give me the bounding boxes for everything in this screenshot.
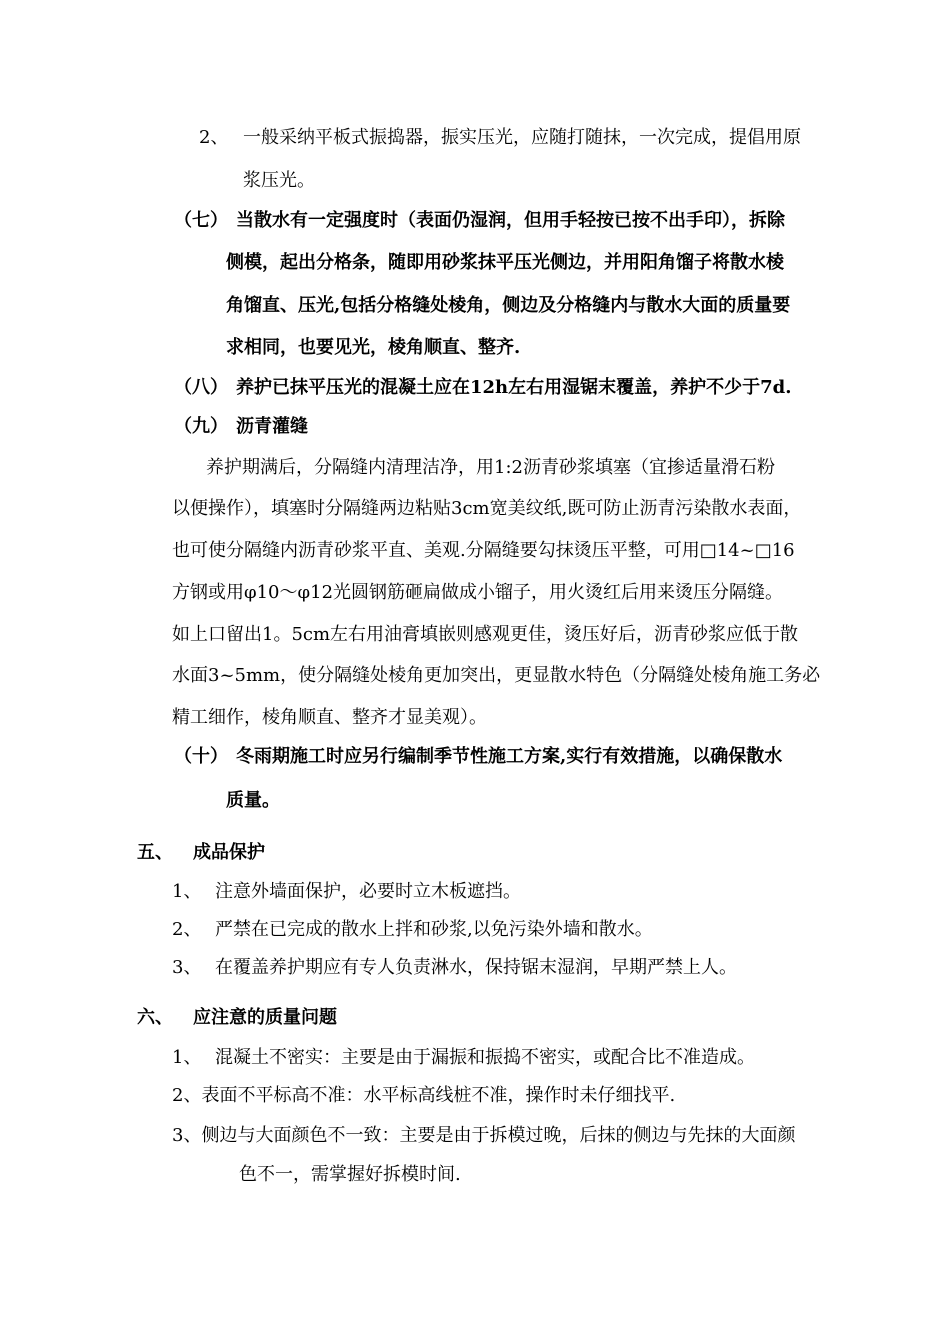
list-item: 混凝土不密实：主要是由于漏振和振捣不密实，或配合比不准造成。 bbox=[215, 1047, 755, 1068]
sub-heading: 沥青灌缝 bbox=[236, 416, 308, 437]
section-title: 成品保护 bbox=[193, 842, 265, 863]
paragraph-line: 以便操作），填塞时分隔缝两边粘贴3cm宽美纹纸,既可防止沥青污染散水表面， bbox=[172, 498, 802, 519]
list-item: 严禁在已完成的散水上拌和砂浆,以免污染外墙和散水。 bbox=[215, 919, 653, 940]
section-title: 应注意的质量问题 bbox=[193, 1007, 337, 1028]
list-number: 1、 bbox=[172, 1047, 202, 1068]
list-number: （十） bbox=[174, 746, 228, 767]
paragraph-line: 养护期满后，分隔缝内清理洁净，用1:2沥青砂浆填塞（宜掺适量滑石粉 bbox=[206, 457, 775, 478]
paragraph-line: 一般采纳平板式振捣器，振实压光，应随打随抹，一次完成，提倡用原 bbox=[243, 127, 801, 148]
list-number: 2、 bbox=[199, 127, 229, 148]
list-number: 3、 bbox=[172, 957, 202, 978]
paragraph-line: 如上口留出1。5cm左右用油膏填嵌则感观更佳，烫压好后，沥青砂浆应低于散 bbox=[172, 624, 799, 645]
paragraph-line: 角馏直、压光,包括分格缝处棱角，侧边及分格缝内与散水大面的质量要 bbox=[226, 295, 791, 316]
list-item: 2、表面不平标高不准：水平标高线桩不准，操作时未仔细找平. bbox=[172, 1085, 676, 1106]
list-item: 注意外墙面保护，必要时立木板遮挡。 bbox=[215, 881, 521, 902]
paragraph-line: 当散水有一定强度时（表面仍湿润，但用手轻按已按不出手印），拆除 bbox=[236, 210, 785, 231]
list-number: （八） bbox=[174, 377, 228, 398]
list-number: （七） bbox=[174, 210, 228, 231]
paragraph-line: 水面3~5mm，使分隔缝处棱角更加突出，更显散水特色（分隔缝处棱角施工务必 bbox=[172, 665, 821, 686]
paragraph-line: 质量。 bbox=[226, 790, 280, 811]
paragraph-line: 浆压光。 bbox=[243, 170, 315, 191]
section-number: 五、 bbox=[137, 842, 173, 863]
list-item: 色不一，需掌握好拆模时间. bbox=[239, 1164, 461, 1185]
paragraph-line: 也可使分隔缝内沥青砂浆平直、美观.分隔缝要勾抹烫压平整，可用□14~□16 bbox=[172, 540, 795, 561]
section-number: 六、 bbox=[137, 1007, 173, 1028]
list-number: （九） bbox=[174, 416, 228, 437]
list-item: 3、侧边与大面颜色不一致：主要是由于拆模过晚，后抹的侧边与先抹的大面颜 bbox=[172, 1125, 796, 1146]
list-number: 1、 bbox=[172, 881, 202, 902]
list-number: 2、 bbox=[172, 919, 202, 940]
paragraph-line: 求相同，也要见光，棱角顺直、整齐. bbox=[226, 337, 521, 358]
list-item: 在覆盖养护期应有专人负责淋水，保持锯末湿润，早期严禁上人。 bbox=[215, 957, 737, 978]
paragraph-line: 精工细作，棱角顺直、整齐才显美观）。 bbox=[172, 707, 487, 728]
paragraph-line: 冬雨期施工时应另行编制季节性施工方案,实行有效措施，以确保散水 bbox=[236, 746, 783, 767]
paragraph-line: 方钢或用φ10～φ12光圆钢筋砸扁做成小镏子，用火烫红后用来烫压分隔缝。 bbox=[172, 582, 784, 603]
paragraph-line: 养护已抹平压光的混凝土应在12h左右用湿锯末覆盖，养护不少于7d. bbox=[236, 377, 792, 398]
paragraph-line: 侧模，起出分格条，随即用砂浆抹平压光侧边，并用阳角馏子将散水棱 bbox=[226, 252, 784, 273]
